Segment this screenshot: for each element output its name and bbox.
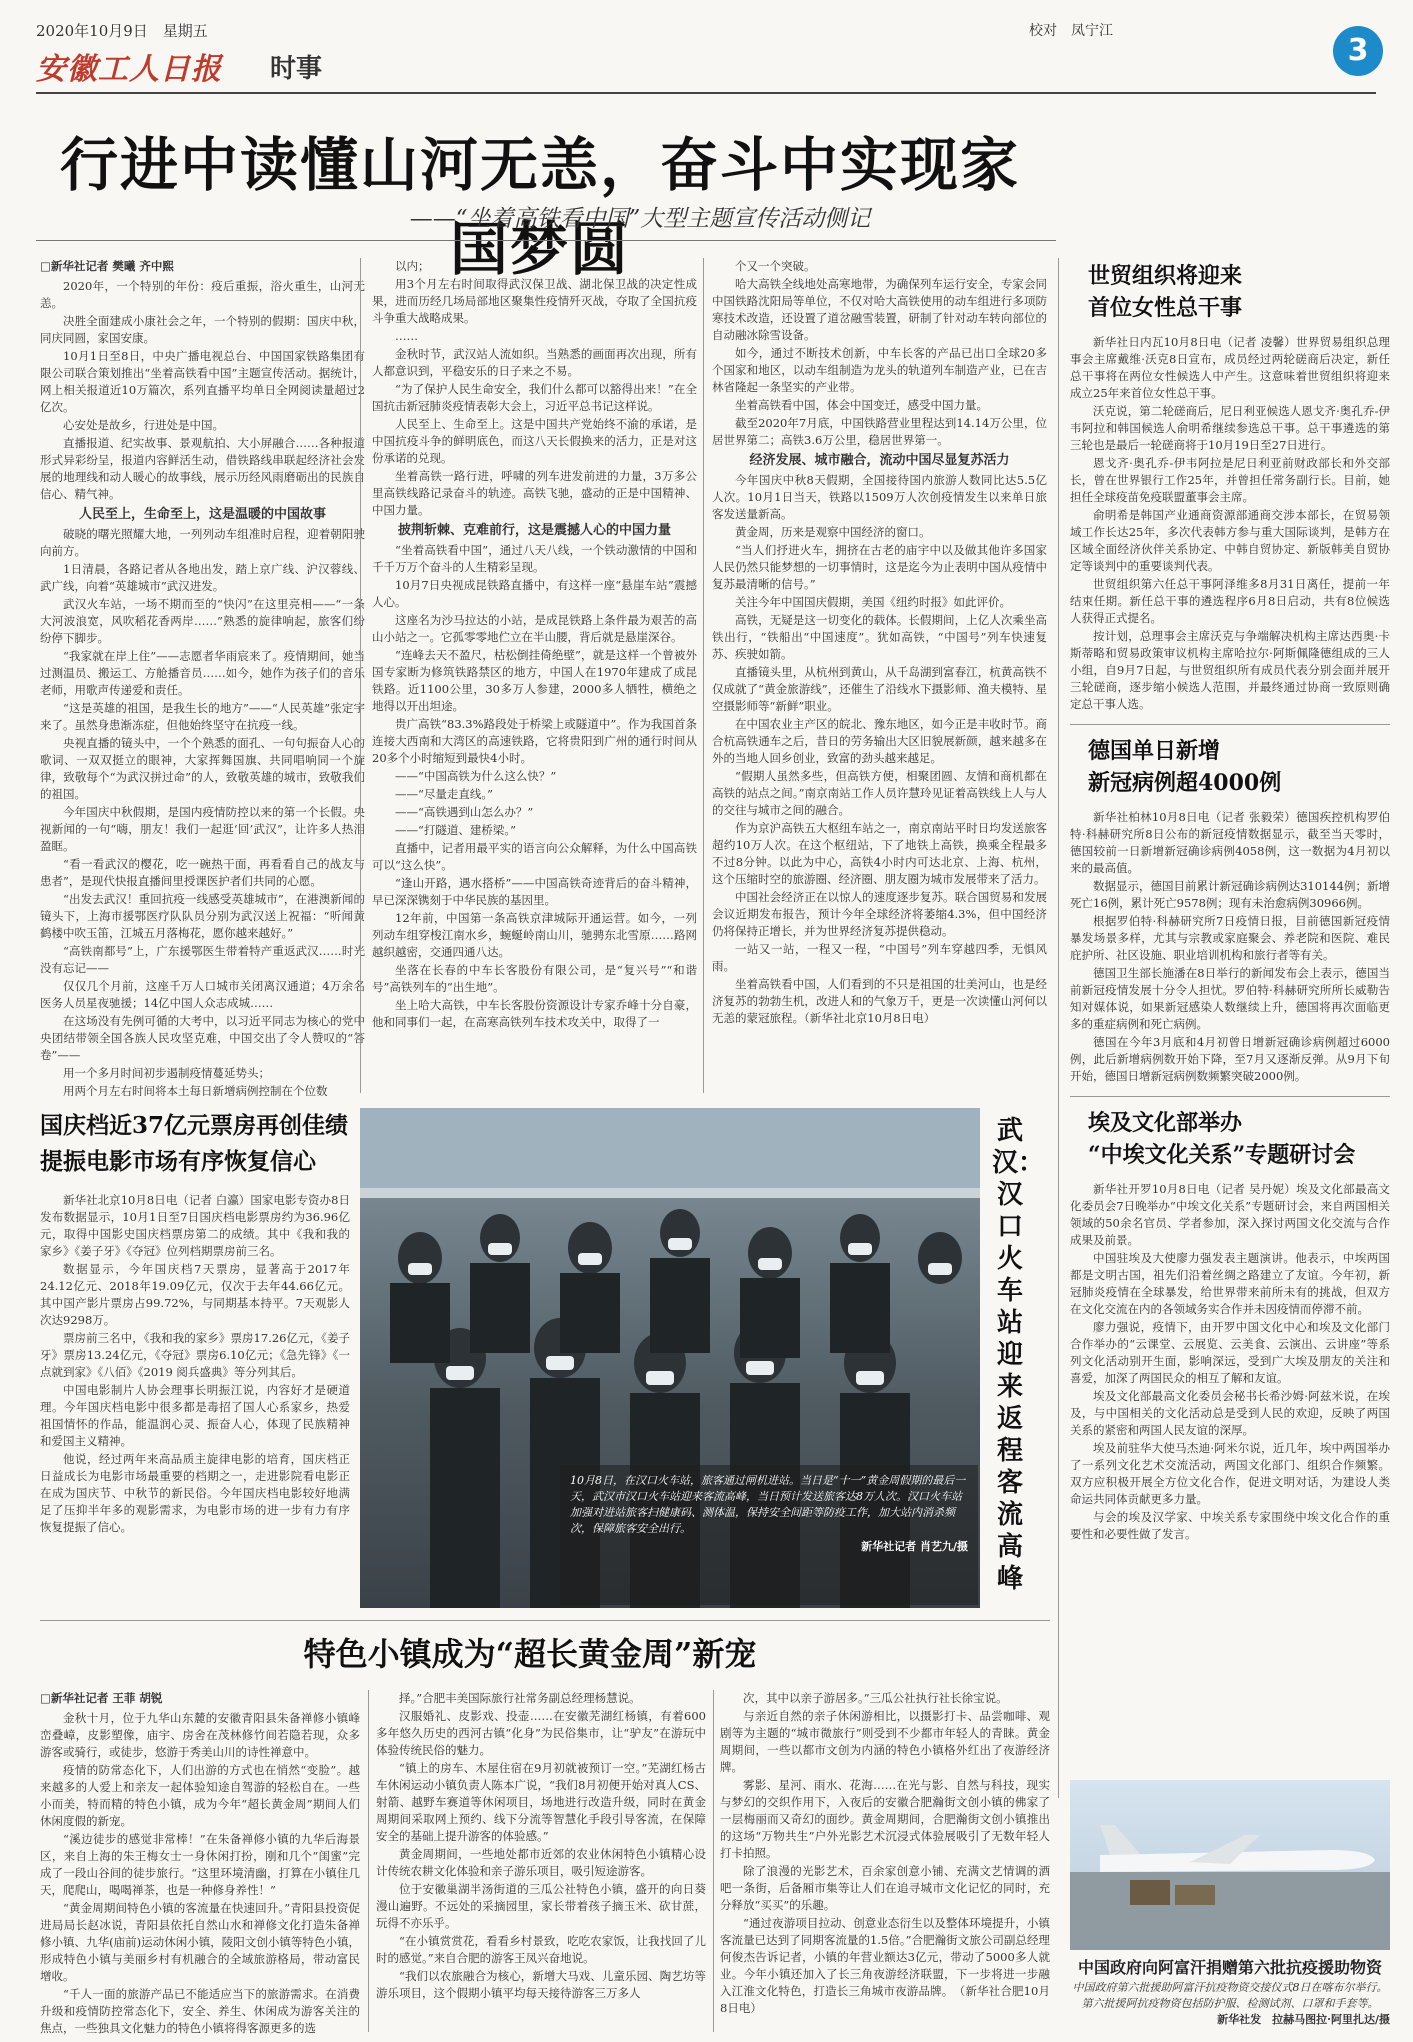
paragraph: 他说，经过两年来高品质主旋律电影的培育，国庆档正日益成长为电影市场最重要的档期之一，走进影院看电影正在成为国庆节、中秋节的新民俗。今年国庆档电影较好地满足了压抑半年多的观影需求，为电影市场的进一步有力有序恢复提振了信心。	[40, 1452, 350, 1534]
paragraph: ——“高铁遇到山怎么办？”	[395, 805, 534, 819]
paragraph: 坐着高铁看中国，体会中国变迁，感受中国力量。	[735, 398, 988, 412]
paragraph: 央视直播的镜头中，一个个熟悉的面孔、一句句振奋人心的歌词、一双双挺立的眼神，大家挥舞国旗、共同唱响同一个旋律，致敬每个“为武汉拼过命”的人，致敬英雄的城市，致敬我们的祖国。	[40, 736, 365, 801]
paragraph: 如今，通过不断技术创新，中车长客的产品已出口全球20多个国家和地区，以动车组制造为龙头的轨道列车制造产业，已在吉林省隆起一条坚实的产业带。	[712, 346, 1047, 394]
sidebar	[1070, 260, 1390, 1544]
paragraph: 除了浪漫的光影艺术，百余家创意小铺、充满文艺情调的酒吧一条街，后备厢市集等让人们在追寻城市文化记忆的同时，充分释放“买买”的乐趣。	[720, 1864, 1050, 1912]
paragraph: “当人们抒进火车，拥挤在古老的庙宇中以及做其他许多国家人民仍然只能梦想的一切事情时，这是迄今为止表明中国从疫情中复苏最清晰的信号。”	[712, 543, 1047, 591]
paragraph: 高铁，无疑是这一切变化的载体。长假期间，上亿人次乘坐高铁出行，“铁船出“中国速度”。犹如高铁，“中国号”列车快速复苏、疾驶如箭。	[712, 613, 1047, 661]
wto-headline-1: 世贸组织将迎来	[1088, 263, 1243, 289]
paragraph: 这座名为沙马拉达的小站，是成昆铁路上条件最为艰苦的高山小站之一。它孤零零地伫立在半山腰，背后就是悬崖深谷。	[372, 613, 697, 644]
page-number: 3	[1333, 26, 1383, 76]
paragraph: 埃及文化部最高文化委员会秘书长希沙姆·阿兹米说，在埃及，与中国相关的文化活动总是受到人民的欢迎，反映了两国关系的紧密和两国人民友谊的深厚。	[1070, 1389, 1390, 1437]
photo-caption: 10月8日，在汉口火车站，旅客通过闸机进站。当日是“十一”黄金周假期的最后一天，武汉市汉口火车站迎来客流高峰，当日预计发送旅客达8万人次。汉口火车站加强对进站旅客扫健康码、测体温，保持安全间距等防疫工作，加大站内消杀频次，保障旅客安全出行。	[570, 1474, 966, 1535]
paragraph: 用3个月左右时间取得武汉保卫战、湖北保卫战的决定性成果，进而历经几场局部地区聚集性疫情歼灭战，夺取了全国抗疫斗争重大战略成果。	[372, 277, 697, 325]
lead-divider	[36, 240, 1056, 241]
paragraph: 贵广高铁“83.3%路段处于桥梁上或隧道中”。作为我国首条连接大西南和大湾区的高速铁路，它将贵阳到广州的通行时间从20多个小时缩短到最快4小时。	[372, 717, 697, 765]
paragraph: 择。”合肥丰美国际旅行社常务副总经理杨慧说。	[399, 1691, 641, 1705]
wto-story	[1070, 260, 1390, 714]
paragraph: 在中国农业主产区的皖北、豫东地区，如今正是丰收时节。商合杭高铁通车之后，昔日的劳务输出大区旧貌展新颜，越来越多在外的当地人回乡创业，致富的劲头越来越足。	[712, 717, 1047, 765]
paragraph: 新华社北京10月8日电（记者 白瀛）国家电影专资办8日发布数据显示，10月1日至7日国庆档电影票房约为36.96亿元，取得中国影史国庆档票房第二的成绩。其中《我和我的家乡》《姜子牙》《夺冠》位列档期票房前三名。	[40, 1193, 350, 1258]
paragraph: ——“打隧道、建桥梁。”	[395, 823, 517, 837]
column-divider	[360, 258, 361, 1093]
paragraph: “假期人虽然多些，但高铁方便，相聚团圆、友情和商机都在高铁的站点之间。”南京南站工作人员许慧玲见证着高铁线上人与人的交往与城市之间的融合。	[712, 769, 1047, 817]
germany-story	[1070, 735, 1390, 1086]
section-subhead: 人民至上，生命至上，这是温暖的中国故事	[78, 507, 326, 522]
paragraph: “我家就在岸上住”——志愿者华雨宸来了。疫情期间，她当过测温员、搬运工、方舱播音员……如今，她作为孩子们的音乐老师，用歌声传递爱和责任。	[40, 649, 365, 697]
paragraph: 俞明希是韩国产业通商资源部通商交涉本部长，在贸易领域工作长达25年，多次代表韩方参与重大国际谈判，是韩方在区域全面经济伙伴关系协定、中韩自贸协定、新版韩美自贸协定等谈判中的重要谈判代表。	[1070, 508, 1390, 573]
paragraph: 坐着高铁看中国，人们看到的不只是祖国的壮美河山，也是经济复苏的勃勃生机，改进人和的气象万千，更是一次读懂山河何以无恙的蒙冠旅程。（新华社北京10月8日电）	[712, 977, 1047, 1025]
sidebar-divider	[1058, 258, 1059, 1798]
paragraph: 雾影、星河、雨水、花海……在光与影、自然与科技，现实与梦幻的交织作用下，入夜后的安徽合肥瀚街文创小镇的佛家了一层梅丽而又奇幻的面纱。黄金周期间，合肥瀚街文创小镇推出的这场“万物共生”户外光影艺术沉浸式体验展吸引了无数年轻人打卡拍照。	[720, 1778, 1050, 1860]
paragraph: 中国电影制片人协会理事长明振江说，内容好才是硬道理。今年国庆档电影中很多都是毒招了国人心系家乡，热爱祖国情怀的作品，能温润心灵、振奋人心，体现了民族精神和爱国主义精神。	[40, 1383, 350, 1448]
paragraph: 黄金周期间，一些地处都市近郊的农业休闲特色小镇精心设计传统农耕文化体验和亲子游乐项目，吸引短途游客。	[376, 1847, 706, 1878]
photo-caption-box	[560, 1465, 978, 1605]
egypt-headline-2: “中埃文化关系”专题研讨会	[1088, 1142, 1356, 1168]
lead-byline: □新华社记者 樊曦 齐中熙	[40, 259, 174, 273]
paragraph: 汉服婚礼、皮影戏、投壶……在安徽芜湖红杨镇，有着600多年悠久历史的西河古镇“化身”为民俗集市，让“驴友”在游玩中体验传统民俗的魅力。	[376, 1709, 706, 1757]
germany-headline-1: 德国单日新增	[1088, 738, 1221, 764]
lead-subheadline: ——“坐着高铁看中国”大型主题宣传活动侧记	[409, 206, 871, 232]
sidebar-divider	[1070, 1096, 1390, 1097]
paragraph: 新华社柏林10月8日电（记者 张毅荣）德国疾控机构罗伯特·科赫研究所8日公布的新冠疫情数据显示，截至当天零时，德国较前一日新增新冠确诊病例4058例，这一数据为4月初以来的最高值。	[1070, 810, 1390, 875]
lead-column-2	[372, 258, 697, 1096]
film-body	[40, 1192, 350, 1642]
paragraph: “坐着高铁看中国”，通过八天八线，一个铁动激情的中国和千千万万个奋斗的人生精彩呈现。	[372, 543, 697, 574]
germany-headline-2: 新冠病例超4000例	[1088, 770, 1282, 796]
paragraph: 直播中，记者用最平实的语言向公众解释，为什么中国高铁可以“这么快”。	[372, 841, 697, 872]
paragraph: ……	[395, 329, 418, 343]
column-divider	[713, 1690, 714, 2032]
paragraph: 心安处是故乡，行进处是中国。	[63, 418, 224, 432]
paragraph: 与会的埃及汉学家、中埃关系专家围绕中埃文化合作的重要性和必要性做了发言。	[1070, 1510, 1390, 1541]
paragraph: 德国卫生部长施潘在8日举行的新闻发布会上表示，德国当前新冠疫情发展十分令人担忧。罗伯特·科赫研究所所长威勒告知对媒体说，如果新冠感染人数继续上升，德国将再次面临更多的重症病例和死亡病例。	[1070, 966, 1390, 1031]
film-story	[40, 1108, 350, 1642]
paragraph: ——“尽量走直线。”	[395, 787, 494, 801]
paragraph: ——“中国高铁为什么这么快？”	[395, 769, 557, 783]
paragraph: “这是英雄的祖国，是我生长的地方”——“人民英雄”张定宇来了。虽然身患渐冻症，但他始终坚守在抗疫一线。	[40, 701, 365, 732]
header-divider	[36, 92, 1376, 94]
aid-photo	[1070, 1780, 1390, 1950]
paragraph: 哈大高铁全线地处高寒地带，为确保列车运行安全，专家会同中国铁路沈阳局等单位，不仅对哈大高铁使用的动车组进行多项防寒技术改造，还设置了道岔融雪装置，研制了针对动车转向部位的自动融冰除雪设备。	[712, 277, 1047, 342]
paragraph: 廖力强说，疫情下，由开罗中国文化中心和埃及文化部门合作举办的“云课堂、云展览、云美食、云演出、云讲座”等系列文化活动别开生面，影响深远，受到广大埃及朋友的关注和喜爱，加深了两国民众的相互了解和友谊。	[1070, 1320, 1390, 1385]
sidebar-divider	[1070, 724, 1390, 725]
paragraph: 坐着高铁一路行进，呼啸的列车进发前进的力量，3万多公里高铁线路记录奋斗的轨迹。高铁飞驰，盛动的正是中国精神、中国力量。	[372, 469, 697, 517]
paragraph: 坐落在长春的中车长客股份有限公司，是“复兴号”“和谐号”高铁列车的“出生地”。	[372, 963, 697, 994]
paragraph: 决胜全面建成小康社会之年，一个特别的假期：国庆中秋，同庆同圆，家国安康。	[40, 314, 365, 345]
paragraph: 新华社日内瓦10月8日电（记者 凌馨）世界贸易组织总理事会主席戴维·沃克8日宣布，成员经过两轮磋商后决定，新任总干事将在两位女性候选人中产生。这意味着世贸组织将迎来成立25年来首位女性总干事。	[1070, 335, 1390, 400]
paragraph: 10月7日央视成昆铁路直播中，有这样一座“悬崖车站”震撼人心。	[372, 578, 697, 609]
paragraph: “镇上的房车、木屋住宿在9月初就被预订一空。”芜湖红杨古车休闲运动小镇负责人陈本广说，“我们8月初便开始对真人CS、射箭、越野车赛道等休闲项目，场地进行改造升级，同时在黄金周期间采取网上预约、线下分流等智慧化手段引导客流，在保障安全的基础上提升游客的体验感。”	[376, 1761, 706, 1843]
paragraph: 恩戈齐·奥孔乔-伊韦阿拉是尼日利亚前财政部长和外交部长，曾在世界银行工作25年，并曾担任常务副行长。目前，她担任全球疫苗免疫联盟董事会主席。	[1070, 456, 1390, 504]
aid-photo-caption-text: 中国政府第六批援助阿富汗抗疫物资交接仪式8日在喀布尔举行。第六批援阿抗疫物资包括防护服、检测试剂、口罩和手套等。	[1072, 1981, 1388, 2010]
paragraph: 用两个月左右时间将本土每日新增病例控制在个位数	[63, 1084, 328, 1096]
egypt-headline-1: 埃及文化部举办	[1088, 1110, 1243, 1136]
paragraph: 次，其中以亲子游居多。”三瓜公社执行社长徐宝说。	[743, 1691, 1008, 1705]
paragraph: 今年国庆中秋假期，是国内疫情防控以来的第一个长假。央视新闻的一句“嗨，朋友！我们一起逛‘回’武汉”，让许多人热泪盈眶。	[40, 805, 365, 853]
column-divider	[703, 258, 704, 1093]
film-headline-1: 国庆档近37亿元票房再创佳绩	[40, 1112, 349, 1139]
paragraph: 沃克说，第二轮磋商后，尼日利亚候选人恩戈齐·奥孔乔-伊韦阿拉和韩国候选人俞明希继续参选总干事。总干事遴选的第三轮也是最后一轮磋商将于10月19日至27日进行。	[1070, 404, 1390, 452]
issue-date: 2020年10月9日 星期五	[36, 22, 208, 40]
town-column-3	[720, 1690, 1050, 2035]
wto-headline-2: 首位女性总干事	[1088, 295, 1243, 321]
paragraph: 根据罗伯特·科赫研究所7日疫情日报，目前德国新冠疫情暴发场景多样，尤其与宗教或家庭聚会、养老院和医院、难民庇护所、社区设施、职业培训机构和旅行者等有关。	[1070, 914, 1390, 962]
paragraph: 截至2020年7月底，中国铁路营业里程达到14.14万公里，位居世界第二；高铁3.6万公里，稳居世界第一。	[712, 416, 1047, 447]
paragraph: “看一看武汉的樱花，吃一碗热干面，再看看自己的战友与患者”，是现代快报直播间里授课医护者们共同的心愿。	[40, 857, 365, 888]
germany-body	[1070, 809, 1390, 1086]
paragraph: “高铁南都号”上，广东援鄂医生带着特产重返武汉……时光没有忘记——	[40, 944, 365, 975]
paragraph: 武汉火车站，一场不期而至的“快闪”在这里亮相——“一条大河波浪宽，风吹稻花香两岸……”熟悉的旋律响起，旅客们纷纷停下脚步。	[40, 597, 365, 645]
paragraph: 人民至上、生命至上。这是中国共产党始终不渝的承诺，是中国抗疫斗争的鲜明底色，而这八天长假换来的活力，正是对这份承诺的兑现。	[372, 417, 697, 465]
paragraph: “千人一面的旅游产品已不能适应当下的旅游需求。在消费升级和疫情防控常态化下，安全、养生、休闲成为游客关注的焦点，一些独具文化魅力的特色小镇将得客源更多的选	[40, 1987, 360, 2035]
paragraph: 直播镜头里，从杭州到黄山，从千岛湖到富春江，杭黄高铁不仅成就了“黄金旅游线”，还催生了沿线水下摄影师、渔夫模特、星空摄影师等“新鲜”职业。	[712, 665, 1047, 713]
paragraph: 2020年，一个特别的年份：疫后重振，浴火重生，山河无恙。	[40, 279, 365, 310]
paragraph: “通过夜游项目拉动、创意业态衍生以及整体环境提升，小镇客流量已达到了同期客流量的1.5倍。”合肥瀚街文旅公司副总经理何俊杰告诉记者，小镇的年营业额达3亿元，带动了5000多人就业。今年小镇还加入了长三角夜游经济联盟，下一步将进一步融入江淮文化特色，打造长三角城市夜游品牌。 （新华社合肥10月8日电）	[720, 1916, 1050, 2015]
paragraph: “逢山开路，遇水搭桥”——中国高铁奇迹背后的奋斗精神，早已深深镌刻于中华民族的基因里。	[372, 876, 697, 907]
paragraph: 黄金周，历来是观察中国经济的窗口。	[735, 525, 931, 539]
paragraph: 关注今年中国国庆假期，美国《纽约时报》如此评价。	[735, 595, 1011, 609]
wto-body	[1070, 334, 1390, 714]
airplane-illustration	[1070, 1780, 1390, 1950]
paragraph: “黄金周期间特色小镇的客流量在快速回升。”青阳县投资促进局局长赵冰说，青阳县依托自然山水和禅修文化打造朱备禅修小镇、九华(庙前)运动休闲小镇，陵阳文创小镇等特色小镇，形成特色小镇与美丽乡村有机融合的全域旅游格局，带动富民增收。	[40, 1901, 360, 1983]
egypt-story	[1070, 1107, 1390, 1544]
paragraph: 直播报道、纪实故事、景观航拍、大小屏融合……各种报道形式异彩纷呈，报道内容鲜活生动，借铁路线串联起经济社会发展的地理线和动人暖心的故事线，展示历经风雨磨砺出的民族自信心、精气神。	[40, 436, 365, 501]
section-subhead: 披荆斩棘、克难前行，这是震撼人心的中国力量	[397, 523, 671, 538]
paragraph: 破晓的曙光照耀大地，一列列动车组准时启程，迎着朝阳驶向前方。	[40, 527, 365, 558]
town-headline: 特色小镇成为“超长黄金周”新宠	[303, 1635, 757, 1673]
town-column-2	[376, 1690, 706, 2035]
town-column-1	[40, 1710, 360, 2035]
paragraph: 坐上哈大高铁，中车长客股份资源设计专家乔峰十分自豪，他和同事们一起，在高寒高铁列车技术攻关中，取得了一	[372, 998, 697, 1029]
aid-photo-credit: 新华社发 拉赫马图拉·阿里扎达/摄	[1217, 2013, 1390, 2026]
paragraph: 以内；	[395, 259, 430, 273]
proofreader: 校对 凤宁江	[1029, 23, 1113, 39]
paragraph: 个又一个突破。	[735, 259, 816, 273]
paragraph: 埃及前驻华大使马杰迪·阿米尔说，近几年，埃中两国举办了一系列文化艺术交流活动，两国文化部门、组织合作频繁。双方应积极开展全方位文化合作，促进文明对话，为建设人类命运共同体贡献更多力量。	[1070, 1441, 1390, 1506]
lead-column-3	[712, 258, 1047, 1096]
paragraph: 在这场没有先例可循的大考中，以习近平同志为核心的党中央团结带领全国各族人民攻坚克难，中国交出了令人赞叹的“答卷”——	[40, 1014, 365, 1062]
paragraph: 今年国庆中秋8天假期，全国接待国内旅游人数同比达5.5亿人次。10月1日当天，铁路以1509万人次创疫情发生以来单日旅客发送量新高。	[712, 473, 1047, 521]
aid-photo-caption	[1070, 1980, 1390, 2028]
paragraph: 用一个多月时间初步遏制疫情蔓延势头；	[63, 1066, 270, 1080]
paragraph: 中国社会经济正在以惊人的速度逐步复苏。联合国贸易和发展会议近期发布报告，预计今年全球经济将萎缩4.3%，但中国经济仍将保持正增长，并为世界经济复苏提供稳动。	[712, 890, 1047, 938]
paragraph: 世贸组织第六任总干事阿泽维多8月31日离任，提前一年结束任期。新任总干事的遴选程序6月8日启动，共有8位候选人获得正式提名。	[1070, 577, 1390, 625]
egypt-body	[1070, 1181, 1390, 1544]
paragraph: 数据显示，德国目前累计新冠确诊病例达310144例；新增死亡16例，累计死亡9578例；现有未治愈病例30966例。	[1070, 879, 1390, 910]
section-subhead: 经济发展、城市融合，流动中国尽显复苏活力	[749, 453, 1010, 468]
paragraph: “为了保护人民生命安全，我们什么都可以豁得出来！”在全国抗击新冠肺炎疫情表彰大会上，习近平总书记这样说。	[372, 382, 697, 413]
photo-vertical-headline: 武汉：汉口火车站迎来返程客流高峰	[992, 1116, 1045, 1594]
paragraph: 位于安徽巢湖半汤街道的三瓜公社特色小镇，盛开的向日葵漫山遍野。不远处的采摘园里，家长带着孩子摘玉米、砍甘蔗，玩得不亦乐乎。	[376, 1882, 706, 1930]
paragraph: 1日清晨，各路记者从各地出发，踏上京广线、沪汉蓉线、武广线，向着“英雄城市”武汉进发。	[40, 562, 365, 593]
lead-column-1	[40, 258, 365, 1096]
paragraph: 疫情的防常态化下，人们出游的方式也在悄然“变脸”。越来越多的人爱上和亲友一起体验知途自驾游的轻松自在。一些小而美，特而精的特色小镇，成为今年“超长黄金周”期间人们休闲度假的新宠。	[40, 1763, 360, 1828]
film-headline-2: 提振电影市场有序恢复信心	[40, 1148, 316, 1175]
paragraph: 票房前三名中，《我和我的家乡》票房17.26亿元，《姜子牙》票房13.24亿元，《夺冠》票房6.10亿元；《急先锋》《一点就到家》《八佰》《2019 阅兵盛典》等分列其后。	[40, 1331, 350, 1379]
paragraph: “连峰去天不盈尺，枯松倒挂倚绝壁”，就是这样一个曾被外国专家断为修筑铁路禁区的地方，中国人在1970年建成了成昆铁路。近1100公里，30多万人参建，2000多人牺牲，横绝之地得以开出坦途。	[372, 648, 697, 713]
paragraph: 数据显示，今年国庆档7天票房，显著高于2017年24.12亿元、2018年19.09亿元，仅次于去年44.66亿元。其中国产影片票房占99.72%，与同期基本持平。7天观影人次达9298万。	[40, 1262, 350, 1327]
masthead-logo: 安徽工人日报	[36, 52, 222, 87]
lead-headline: 行进中读懂山河无恙，奋斗中实现家国梦圆	[59, 131, 1020, 283]
paragraph: 中国驻埃及大使廖力强发表主题演讲。他表示，中埃两国都是文明古国，祖先们沿着丝绸之路建立了友谊。今年初，新冠肺炎疫情在全球暴发，给世界带来前所未有的挑战，但双方在文化交流在内的各领域务实合作并未因疫情而停滞不前。	[1070, 1251, 1390, 1316]
paragraph: 作为京沪高铁五大枢纽车站之一，南京南站平时日均发送旅客超约10万人次。在这个枢纽站，下了地铁上高铁，换乘全程最多不过8分钟。以此为中心，高铁4小时内可达北京、上海、杭州，这个压缩时空的旅游圈、经济圈、朋友圈为城市发展带来了活力。	[712, 821, 1047, 886]
paragraph: 仅仅几个月前，这座千万人口城市关闭离汉通道；4万余名医务人员星夜驰援；14亿中国人众志成城……	[40, 979, 365, 1010]
photo-credit: 新华社记者 肖艺九/摄	[861, 1540, 968, 1553]
paragraph: “出发去武汉！重回抗疫一线感受英雄城市”，在港澳新闻的镜头下，上海市援鄂医疗队队员分别为武汉送上祝福：“听闻黄鹤楼中吹玉笛，江城五月落梅花，愿你越来越好。”	[40, 892, 365, 940]
section-title: 时事	[270, 54, 323, 84]
paragraph: “在小镇赏赏花，看看乡村景致，吃吃农家饭，让我找回了儿时的感觉。”来自合肥的游客王凤兴奋地说。	[376, 1934, 706, 1965]
paragraph: 新华社开罗10月8日电（记者 吴丹妮）埃及文化部最高文化委员会7日晚举办“中埃文化关系”专题研讨会，来自两国相关领域的50余名官员、学者参加，深入探讨两国文化交流与合作成果及前景。	[1070, 1182, 1390, 1247]
paragraph: 一站又一站，一程又一程，“中国号”列车穿越四季，无惧风雨。	[712, 942, 1047, 973]
town-divider	[40, 1620, 1050, 1621]
town-byline: □新华社记者 王菲 胡锐	[40, 1691, 163, 1705]
paragraph: “我们以农旅融合为核心，新增大马戏、儿童乐园、陶艺坊等游乐项目，这个假期小镇平均每天接待游客三万多人	[376, 1969, 706, 2000]
paragraph: 德国在今年3月底和4月初曾日增新冠确诊病例超过6000例，此后新增病例数开始下降，至7月又逐渐反弹。从9月下旬开始，德国日增新冠病例数频繁突破2000例。	[1070, 1035, 1390, 1083]
paragraph: 10月1日至8日，中央广播电视总台、中国国家铁路集团有限公司联合策划推出“坐着高铁看中国”主题宣传活动。据统计，网上相关报道近10万篇次，系列直播平均单日全网阅读量超过2亿次。	[40, 349, 365, 414]
column-divider	[368, 1690, 369, 2032]
aid-photo-title: 中国政府向阿富汗捐赠第六批抗疫援助物资	[1077, 1958, 1382, 1977]
paragraph: 12年前，中国第一条高铁京津城际开通运营。如今，一列列动车组穿梭江南水乡，蜿蜒岭南山川，驰骋东北雪原……路网越织越密，交通四通八达。	[372, 911, 697, 959]
paragraph: 金秋十月，位于九华山东麓的安徽青阳县朱备禅修小镇峰峦叠嶂，皮影塑像，庙宇、房舍在茂林修竹间若隐若现，众多游客或骑行，或徒步，悠游于秀美山川的诗性禅意中。	[40, 1711, 360, 1759]
paragraph: 金秋时节，武汉站人流如织。当熟悉的画面再次出现，所有人都意识到，平稳安乐的日子来之不易。	[372, 347, 697, 378]
paragraph: 按计划，总理事会主席沃克与争端解决机构主席达西奥·卡斯蒂略和贸易政策审议机构主席哈拉尔·阿斯佩隆德组成的三人小组，自9月7日起，与世贸组织所有成员代表分别会面并展开三轮磋商，逐步缩小候选人范围，并最终通过协商一致原则确定总干事人选。	[1070, 629, 1390, 711]
paragraph: “溪边徒步的感觉非常棒！”在朱备禅修小镇的九华后海景区，来自上海的朱王梅女士一身休闲打扮，刚和几个“闺蜜”完成了一段山谷间的徒步旅行。“这里环境清幽，打算在小镇住几天，爬爬山，喝喝禅茶，也是一种修身养性！”	[40, 1832, 360, 1897]
paragraph: 与亲近自然的亲子休闲游相比，以摄影打卡、品尝咖啡、观剧等为主题的“城市微旅行”则受到不少都市年轻人的青睐。黄金周期间，一些以都市文创为内涵的特色小镇格外红出了夜游经济牌。	[720, 1709, 1050, 1774]
